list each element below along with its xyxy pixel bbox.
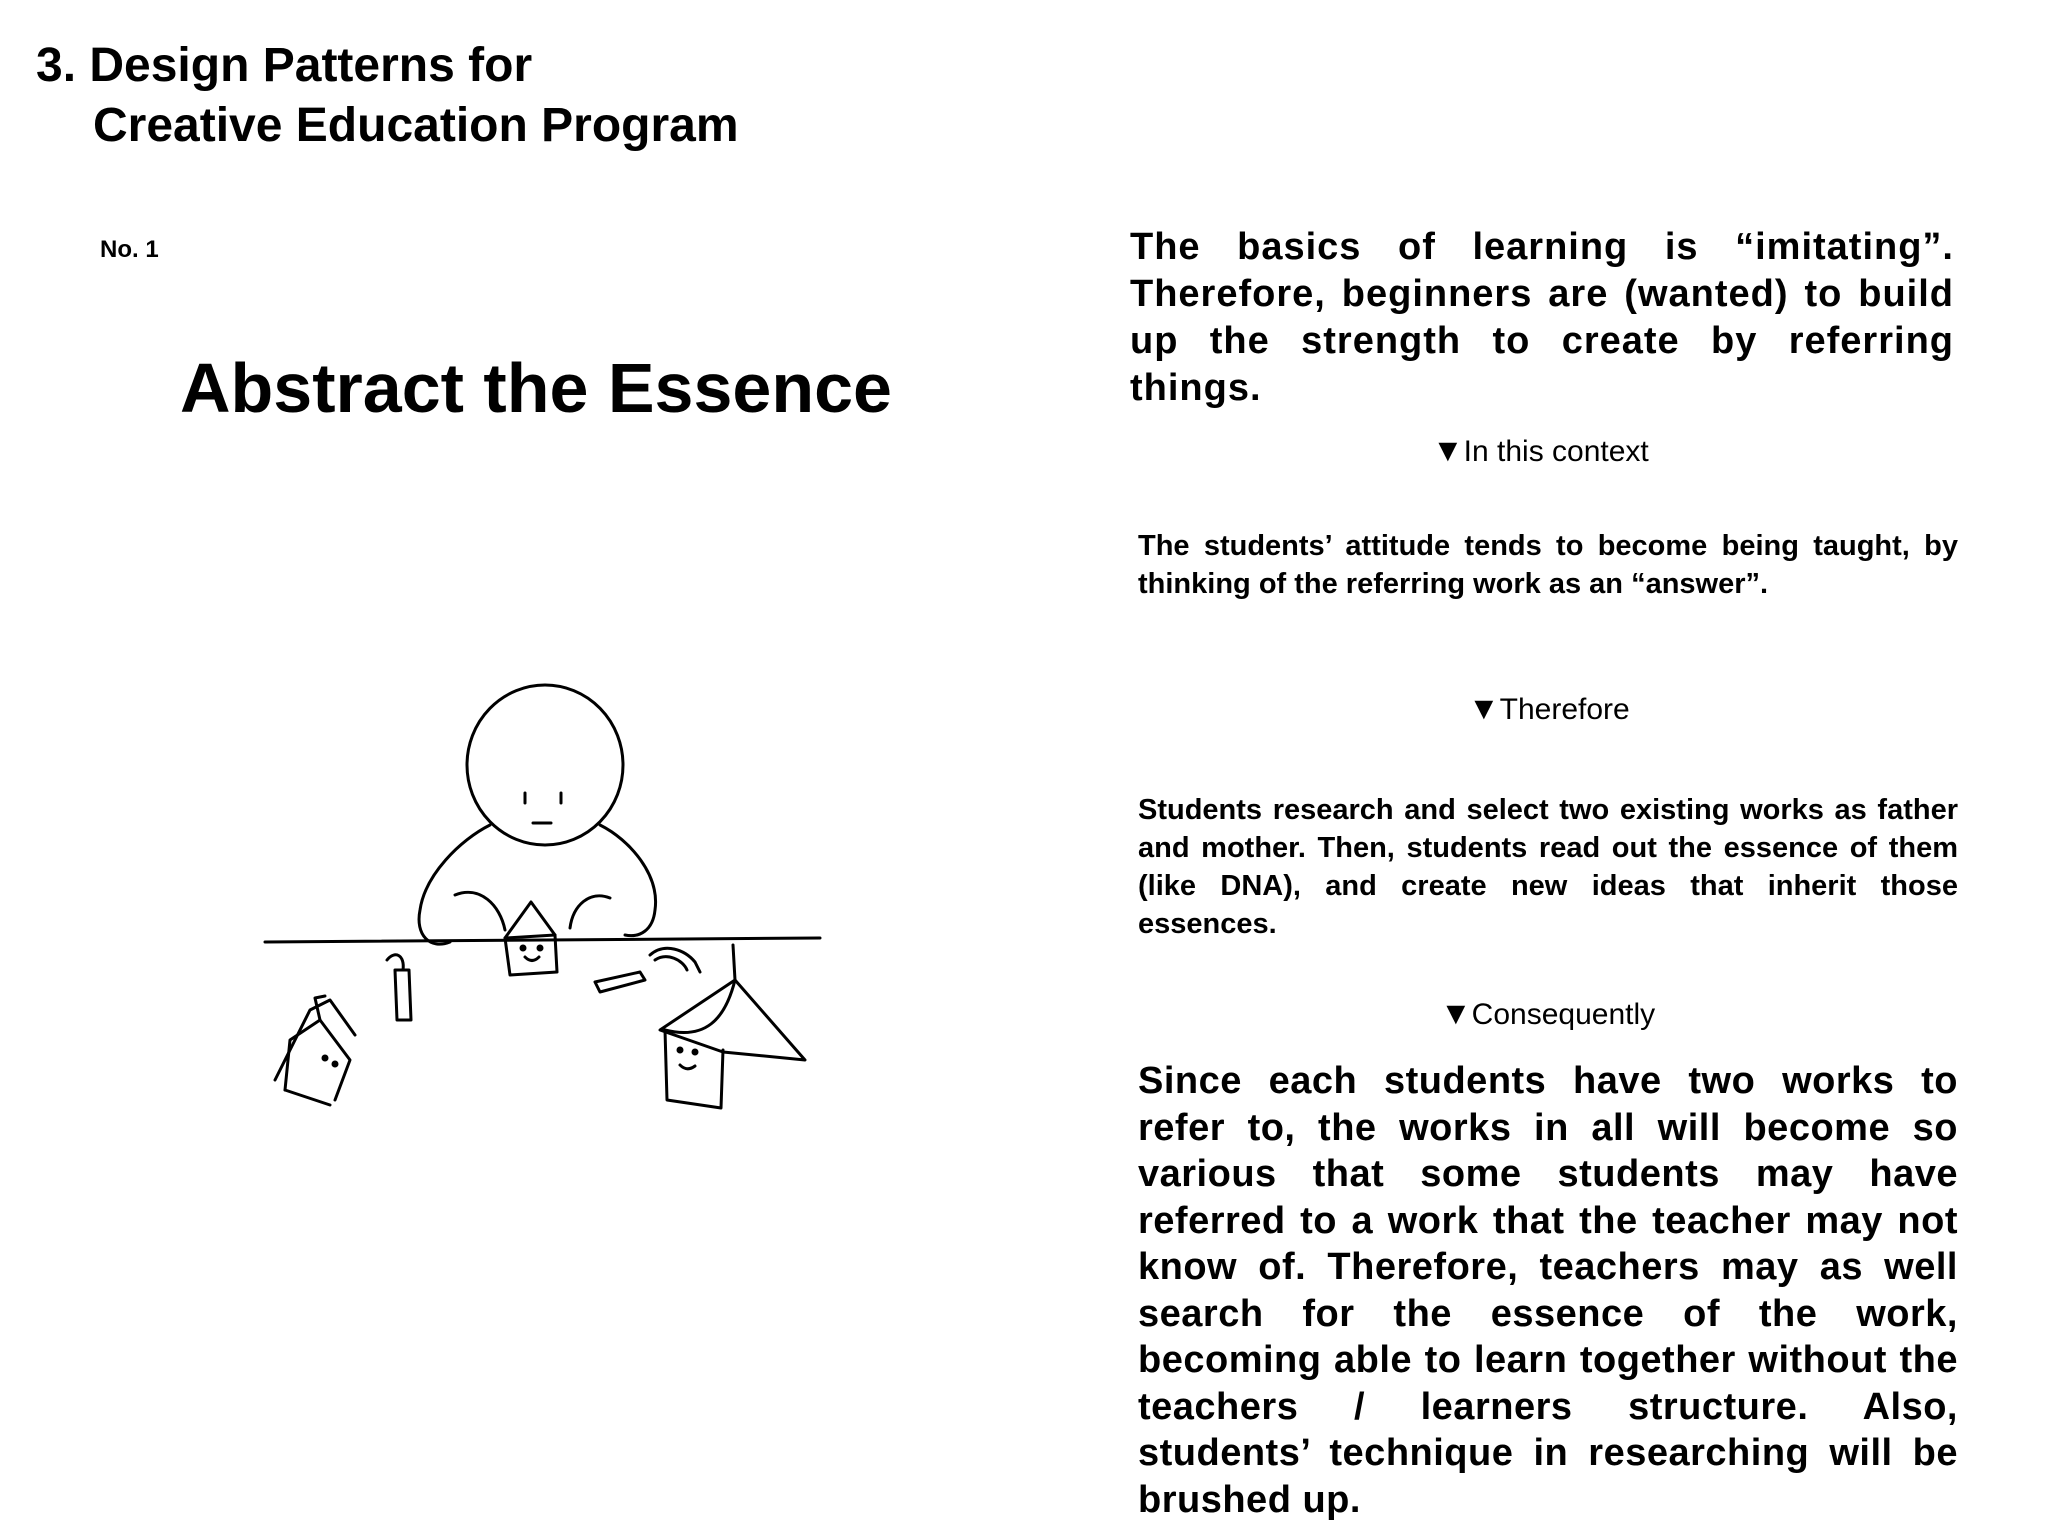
pattern-consequence: Since each students have two works to refer to, the works in all will become so various that some students may have referred to a work that the teacher may not know of. Therefore, teachers may as well search for the essence of the work, becoming able to learn together without the teachers / learners structure. Also, students’ technique in researching will be brushed up. [1138, 1060, 1958, 1521]
triangle-down-icon: ▼ [1468, 690, 1500, 726]
connector-therefore [1468, 690, 1630, 728]
connector-consequently [1440, 995, 1655, 1033]
triangle-down-icon: ▼ [1432, 432, 1464, 468]
pattern-name: Abstract the Essence [180, 349, 892, 427]
connector-in-this-context [1432, 432, 1649, 470]
section-title-line-2: Creative Education Program [93, 99, 739, 152]
section-title-line-1: 3. Design Patterns for [36, 39, 533, 92]
pattern-number: No. 1 [100, 236, 159, 263]
section-title [36, 36, 739, 156]
pattern-solution: Students research and select two existing works as father and mother. Then, students read out the essence of them (like DNA), and create new ideas that inherit those essences. [1138, 794, 1958, 940]
triangle-down-icon: ▼ [1440, 995, 1472, 1031]
connector-label: Consequently [1471, 998, 1656, 1031]
pattern-illustration [255, 680, 835, 1120]
connector-label: Therefore [1499, 693, 1630, 726]
connector-label: In this context [1463, 435, 1649, 468]
pattern-context: The basics of learning is “imitating”. Therefore, beginners are (wanted) to build up the strength to create by referring things. [1130, 226, 1954, 409]
pattern-problem: The students’ attitude tends to become being taught, by thinking of the referring work as an “answer”. [1138, 530, 1958, 600]
